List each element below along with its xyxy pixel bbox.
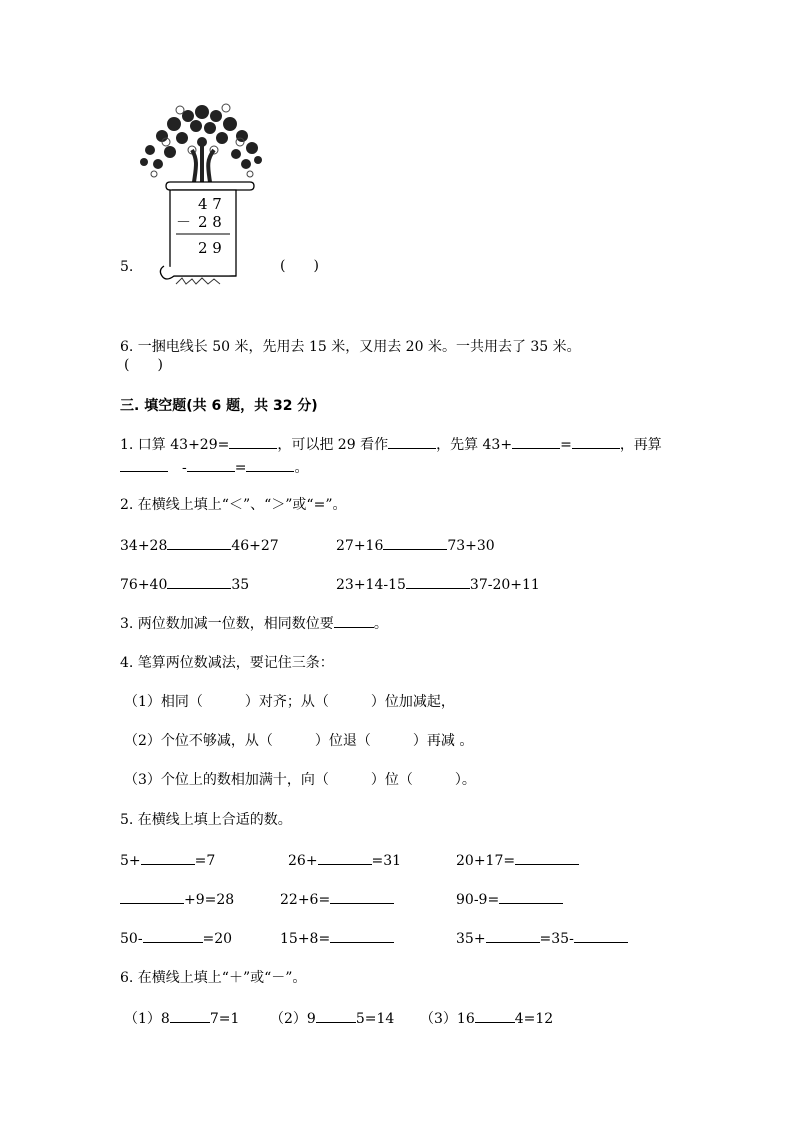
eq-text: 15+8= [280,931,331,947]
blank[interactable] [229,435,277,449]
judge-q5-number: 5. [120,259,134,275]
fill-q1-minus: - [182,460,187,476]
blank[interactable] [187,458,235,472]
blank[interactable] [574,929,628,943]
fill-q1-line1 [120,435,662,454]
fill-q4-line: （2）个位不够减，从（ ）位退（ ）再减 。 [124,733,474,749]
fill-q6-stem: 6. 在横线上填上“＋”或“－”。 [120,970,307,986]
blank[interactable] [334,614,374,628]
blank[interactable] [318,851,372,865]
blank[interactable] [120,458,168,472]
equation-item [456,929,628,948]
eq-text: =31 [371,853,402,869]
equation-item [120,851,215,870]
blank[interactable] [406,575,470,589]
blank[interactable] [486,929,540,943]
tree-icon [136,98,268,290]
eq-text: =7 [194,853,216,869]
fill-q1-line2 [120,458,308,477]
equation-item [120,890,234,909]
blank[interactable] [167,575,231,589]
calc-row-3: 2 9 [198,239,222,257]
op-text: 4=12 [514,1011,554,1027]
compare-right: 37-20+11 [469,577,540,593]
fill-q1-text-a: 1. 口算 43+29= [120,437,230,453]
eq-text: 35+ [456,931,486,947]
compare-item [336,575,540,594]
blank[interactable] [383,536,447,550]
judge-q5-answer-paren: ( ) [280,258,319,274]
operator-item [124,1009,239,1028]
op-text: （3）16 [420,1011,475,1027]
compare-right: 46+27 [231,538,279,554]
blank[interactable] [170,1009,210,1023]
compare-item [120,536,279,555]
judge-q6-answer-paren: ( ) [124,357,163,373]
fill-q1-equals: = [234,460,247,476]
tree-scroll-illustration [136,98,268,290]
calc-operator: － [176,213,192,231]
compare-left: 76+40 [120,577,168,593]
compare-right: 73+30 [447,538,495,554]
blank[interactable] [316,1009,356,1023]
fill-q3-period: 。 [373,616,388,632]
compare-left: 23+14-15 [336,577,406,593]
eq-text: =35- [539,931,574,947]
eq-text: 26+ [288,853,318,869]
fill-q3 [120,614,388,633]
eq-text: 90-9= [456,892,500,908]
blank[interactable] [120,890,184,904]
judge-q6-text: 6. 一捆电线长 50 米，先用去 15 米，又用去 20 米。一共用去了 35 米。 [120,339,581,355]
op-text: （1）8 [124,1011,170,1027]
blank[interactable] [515,851,579,865]
blank[interactable] [330,929,394,943]
section-title: 三. 填空题(共 6 题，共 32 分) [120,398,318,414]
blank[interactable] [167,536,231,550]
operator-item [270,1009,394,1028]
fill-q1-text-d: = [560,437,572,453]
fill-q5-stem: 5. 在横线上填上合适的数。 [120,812,292,828]
op-text: 5=14 [355,1011,395,1027]
fill-q1-text-e: ，再算 [619,437,662,453]
compare-item [336,536,495,555]
eq-text: 5+ [120,853,141,869]
eq-text: 50- [120,931,143,947]
fill-q3-text: 3. 两位数加减一位数，相同数位要 [120,616,334,632]
blank[interactable] [141,851,195,865]
op-text: （2）9 [270,1011,316,1027]
blank[interactable] [330,890,394,904]
blank[interactable] [512,435,560,449]
fill-q1-text-c: ，先算 43+ [436,437,513,453]
equation-item [280,890,394,909]
equation-item [456,851,579,870]
fill-q4-line: （1）相同（ ）对齐；从（ ）位加减起， [124,694,455,710]
blank[interactable] [143,929,203,943]
blank[interactable] [572,435,620,449]
calc-row-2: 2 8 [198,213,222,231]
equation-item [280,929,394,948]
equation-item [120,929,232,948]
fill-q1-text-b: ，可以把 29 看作 [277,437,389,453]
eq-text: 22+6= [280,892,331,908]
blank[interactable] [475,1009,515,1023]
compare-right: 35 [231,577,250,593]
eq-text: =20 [202,931,233,947]
op-text: 7=1 [209,1011,240,1027]
eq-text: 20+17= [456,853,516,869]
fill-q4-line: （3）个位上的数相加满十，向（ ）位（ ）。 [124,772,476,788]
blank[interactable] [388,435,436,449]
compare-item [120,575,249,594]
eq-text: +9=28 [184,892,235,908]
calc-row-1: 4 7 [198,195,222,213]
equation-item [288,851,401,870]
compare-left: 27+16 [336,538,384,554]
fill-q1-period: 。 [294,460,309,476]
blank[interactable] [246,458,294,472]
fill-q4-stem: 4. 笔算两位数减法，要记住三条： [120,655,334,671]
compare-left: 34+28 [120,538,168,554]
operator-item [420,1009,553,1028]
fill-q2-stem: 2. 在横线上填上“＜”、“＞”或“=”。 [120,497,347,513]
blank[interactable] [499,890,563,904]
equation-item [456,890,563,909]
